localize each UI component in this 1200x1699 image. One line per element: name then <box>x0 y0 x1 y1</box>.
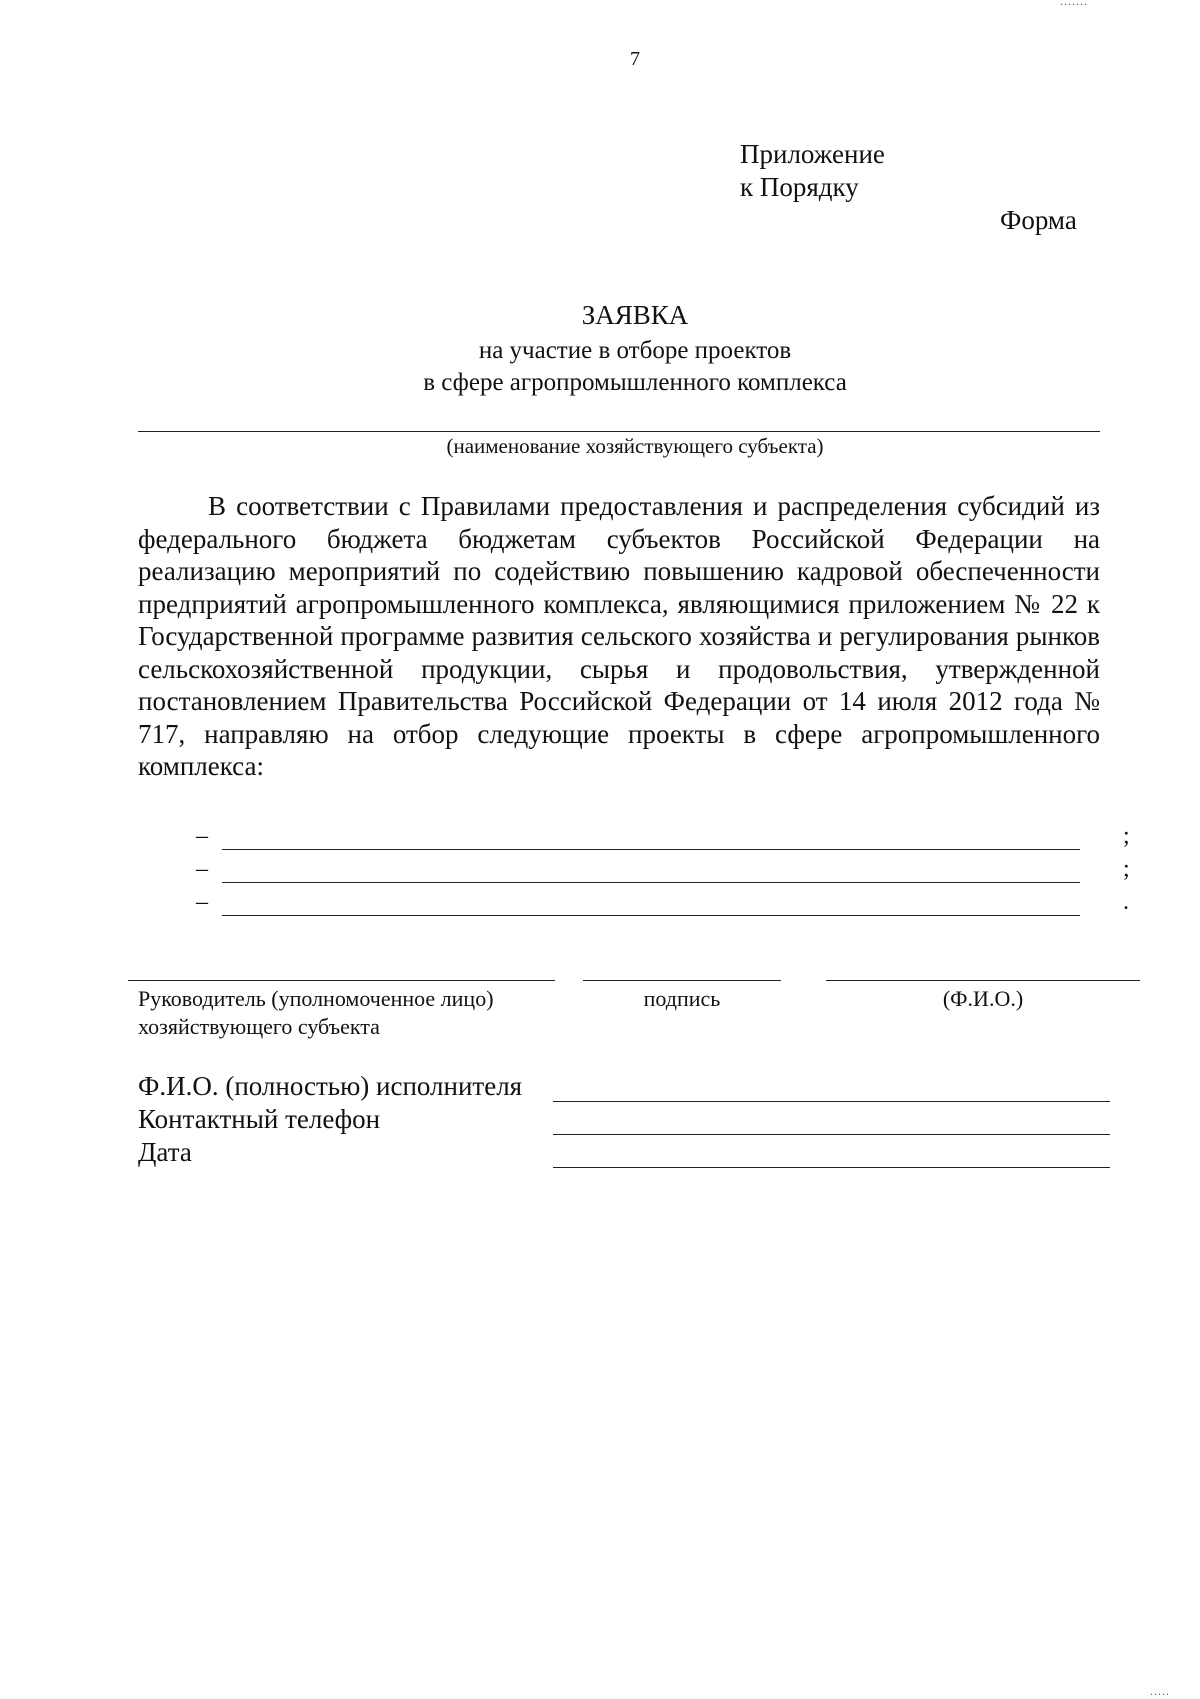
project-line-3[interactable] <box>222 915 1080 916</box>
head-title-line[interactable] <box>128 980 555 981</box>
date-field[interactable] <box>553 1167 1110 1168</box>
project-line-end: . <box>1123 889 1129 915</box>
scan-corner-mark: ..... <box>1150 1684 1170 1698</box>
appendix-line-2: к Порядку <box>740 172 859 202</box>
scan-corner-mark: ....... <box>1060 0 1088 8</box>
body-paragraph: В соответствии с Правилами предоставления и распределения субсидий из федерального бюджета бюджетам субъектов Российской Федерации на реализацию мероприятий по содействию повышению кадровой обеспеченности предприятий агропромышленного комплекса, являющимися приложением № 22 к Государственной программе развития сельского хозяйства и регулирования рынков сельскохозяйственной продукции, сырья и продовольствия, утвержденной постановлением Правительства Российской Федерации от 14 июля 2012 года № 717, направляю на отбор следующие проекты в сфере агропромышленного комплекса: <box>138 491 1100 781</box>
subtitle-line-1: на участие в отборе проектов <box>478 337 792 364</box>
phone-label: Контактный телефон <box>138 1104 381 1134</box>
signature-caption: подпись <box>643 986 721 1011</box>
subtitle-line-2: в сфере агропромышленного комплекса <box>423 369 847 396</box>
head-caption-line-1: Руководитель (уполномоченное лицо) <box>138 986 494 1011</box>
executor-field[interactable] <box>553 1101 1110 1102</box>
signature-line[interactable] <box>583 980 781 981</box>
project-line-1[interactable] <box>222 849 1080 850</box>
project-dash: – <box>196 889 208 915</box>
project-line-2[interactable] <box>222 882 1080 883</box>
name-line[interactable] <box>826 980 1140 981</box>
date-label: Дата <box>138 1137 192 1167</box>
appendix-line-1: Приложение <box>740 139 885 169</box>
project-dash: – <box>196 856 208 882</box>
project-line-end: ; <box>1123 823 1130 849</box>
form-label: Форма <box>1000 205 1077 235</box>
appendix-reference <box>740 138 885 204</box>
page-number: 7 <box>630 48 640 70</box>
name-caption: (Ф.И.О.) <box>942 986 1024 1011</box>
head-caption-line-2: хозяйствующего субъекта <box>138 1014 380 1039</box>
head-caption <box>138 985 494 1041</box>
project-dash: – <box>196 823 208 849</box>
entity-name-caption: (наименование хозяйствующего субъекта) <box>446 434 824 458</box>
document-subtitle <box>0 335 1200 399</box>
phone-field[interactable] <box>553 1134 1110 1135</box>
project-line-end: ; <box>1123 856 1130 882</box>
document-title: ЗАЯВКА <box>581 300 689 330</box>
executor-label: Ф.И.О. (полностью) исполнителя <box>138 1071 523 1101</box>
entity-name-field[interactable] <box>138 431 1100 432</box>
